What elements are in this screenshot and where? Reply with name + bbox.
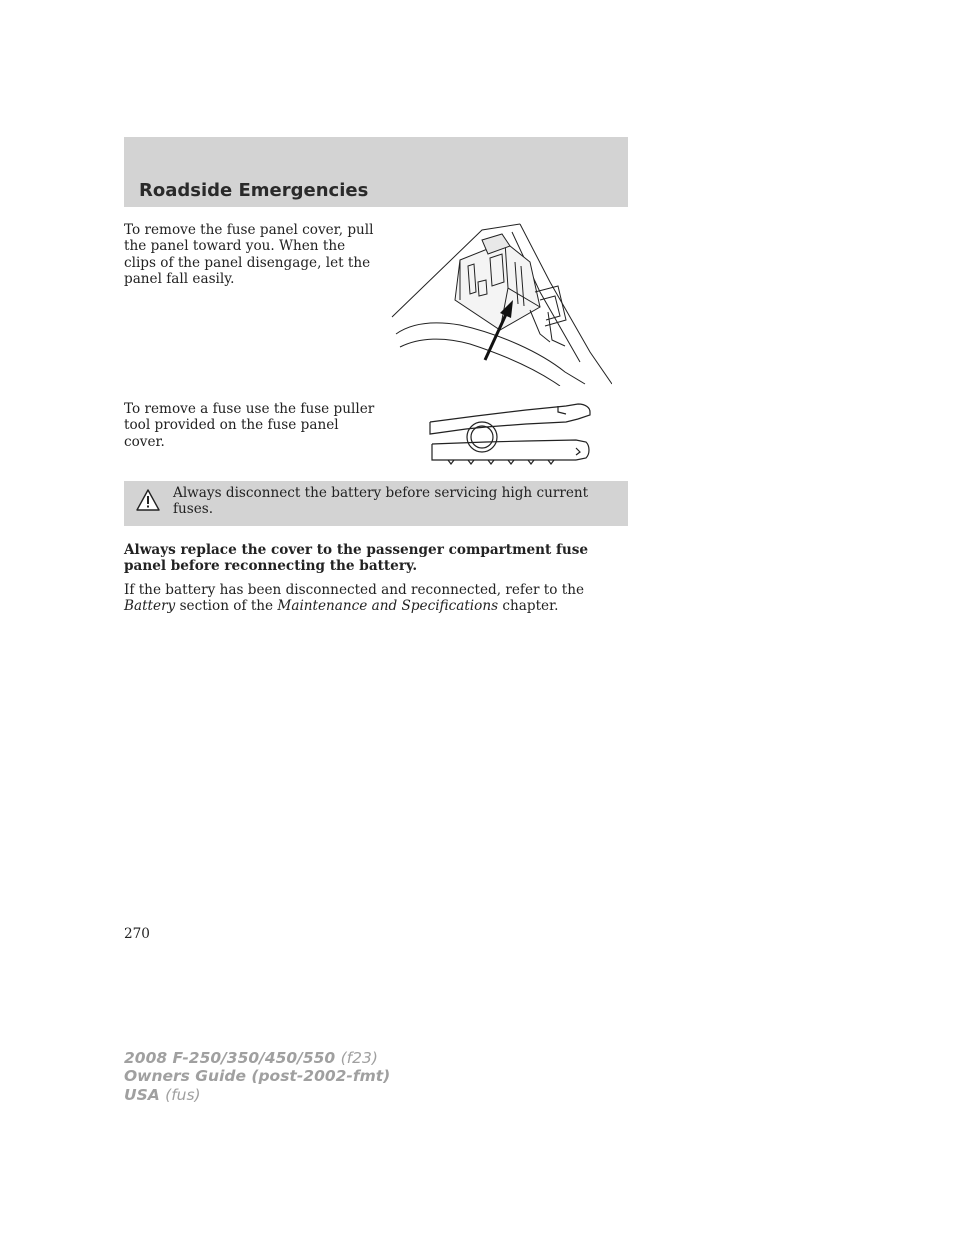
footer-region-line bbox=[124, 1086, 390, 1104]
fuse-cover-instructions: To remove the fuse panel cover, pull the panel toward you. When the clips of the panel disengage, let the panel fall easily. bbox=[124, 222, 374, 287]
footer-model-line bbox=[124, 1049, 390, 1067]
fuse-puller-tool-illustration bbox=[426, 400, 594, 468]
chapter-reference: Maintenance and Specifications bbox=[277, 598, 499, 615]
header-band bbox=[124, 137, 628, 207]
battery-reference-paragraph bbox=[124, 582, 628, 615]
document-footer bbox=[124, 1049, 390, 1104]
fuse-panel-illustration bbox=[390, 222, 612, 386]
footer-model: 2008 F-250/350/450/550 bbox=[124, 1049, 336, 1067]
reference-text-1: If the battery has been disconnected and reconnected, refer to the bbox=[124, 582, 585, 598]
warning-text: Always disconnect the battery before servicing high current fuses. bbox=[173, 485, 589, 518]
footer-model-code: (f23) bbox=[340, 1049, 378, 1067]
footer-region: USA bbox=[124, 1085, 160, 1104]
footer-guide: Owners Guide (post-2002-fmt) bbox=[124, 1067, 391, 1086]
fuse-puller-instructions: To remove a fuse use the fuse puller tool provided on the fuse panel cover. bbox=[124, 401, 375, 450]
warning-box bbox=[124, 481, 628, 526]
reference-text-3: chapter. bbox=[502, 598, 559, 615]
warning-triangle-icon bbox=[136, 488, 160, 512]
reference-text-2: section of the bbox=[179, 598, 274, 615]
page-number: 270 bbox=[124, 926, 150, 942]
footer-region-code: (fus) bbox=[165, 1085, 201, 1104]
cover-replacement-note: Always replace the cover to the passenger compartment fuse panel before reconnecting the battery. bbox=[124, 542, 589, 575]
section-title: Roadside Emergencies bbox=[139, 180, 369, 201]
battery-section-reference: Battery bbox=[124, 598, 176, 615]
